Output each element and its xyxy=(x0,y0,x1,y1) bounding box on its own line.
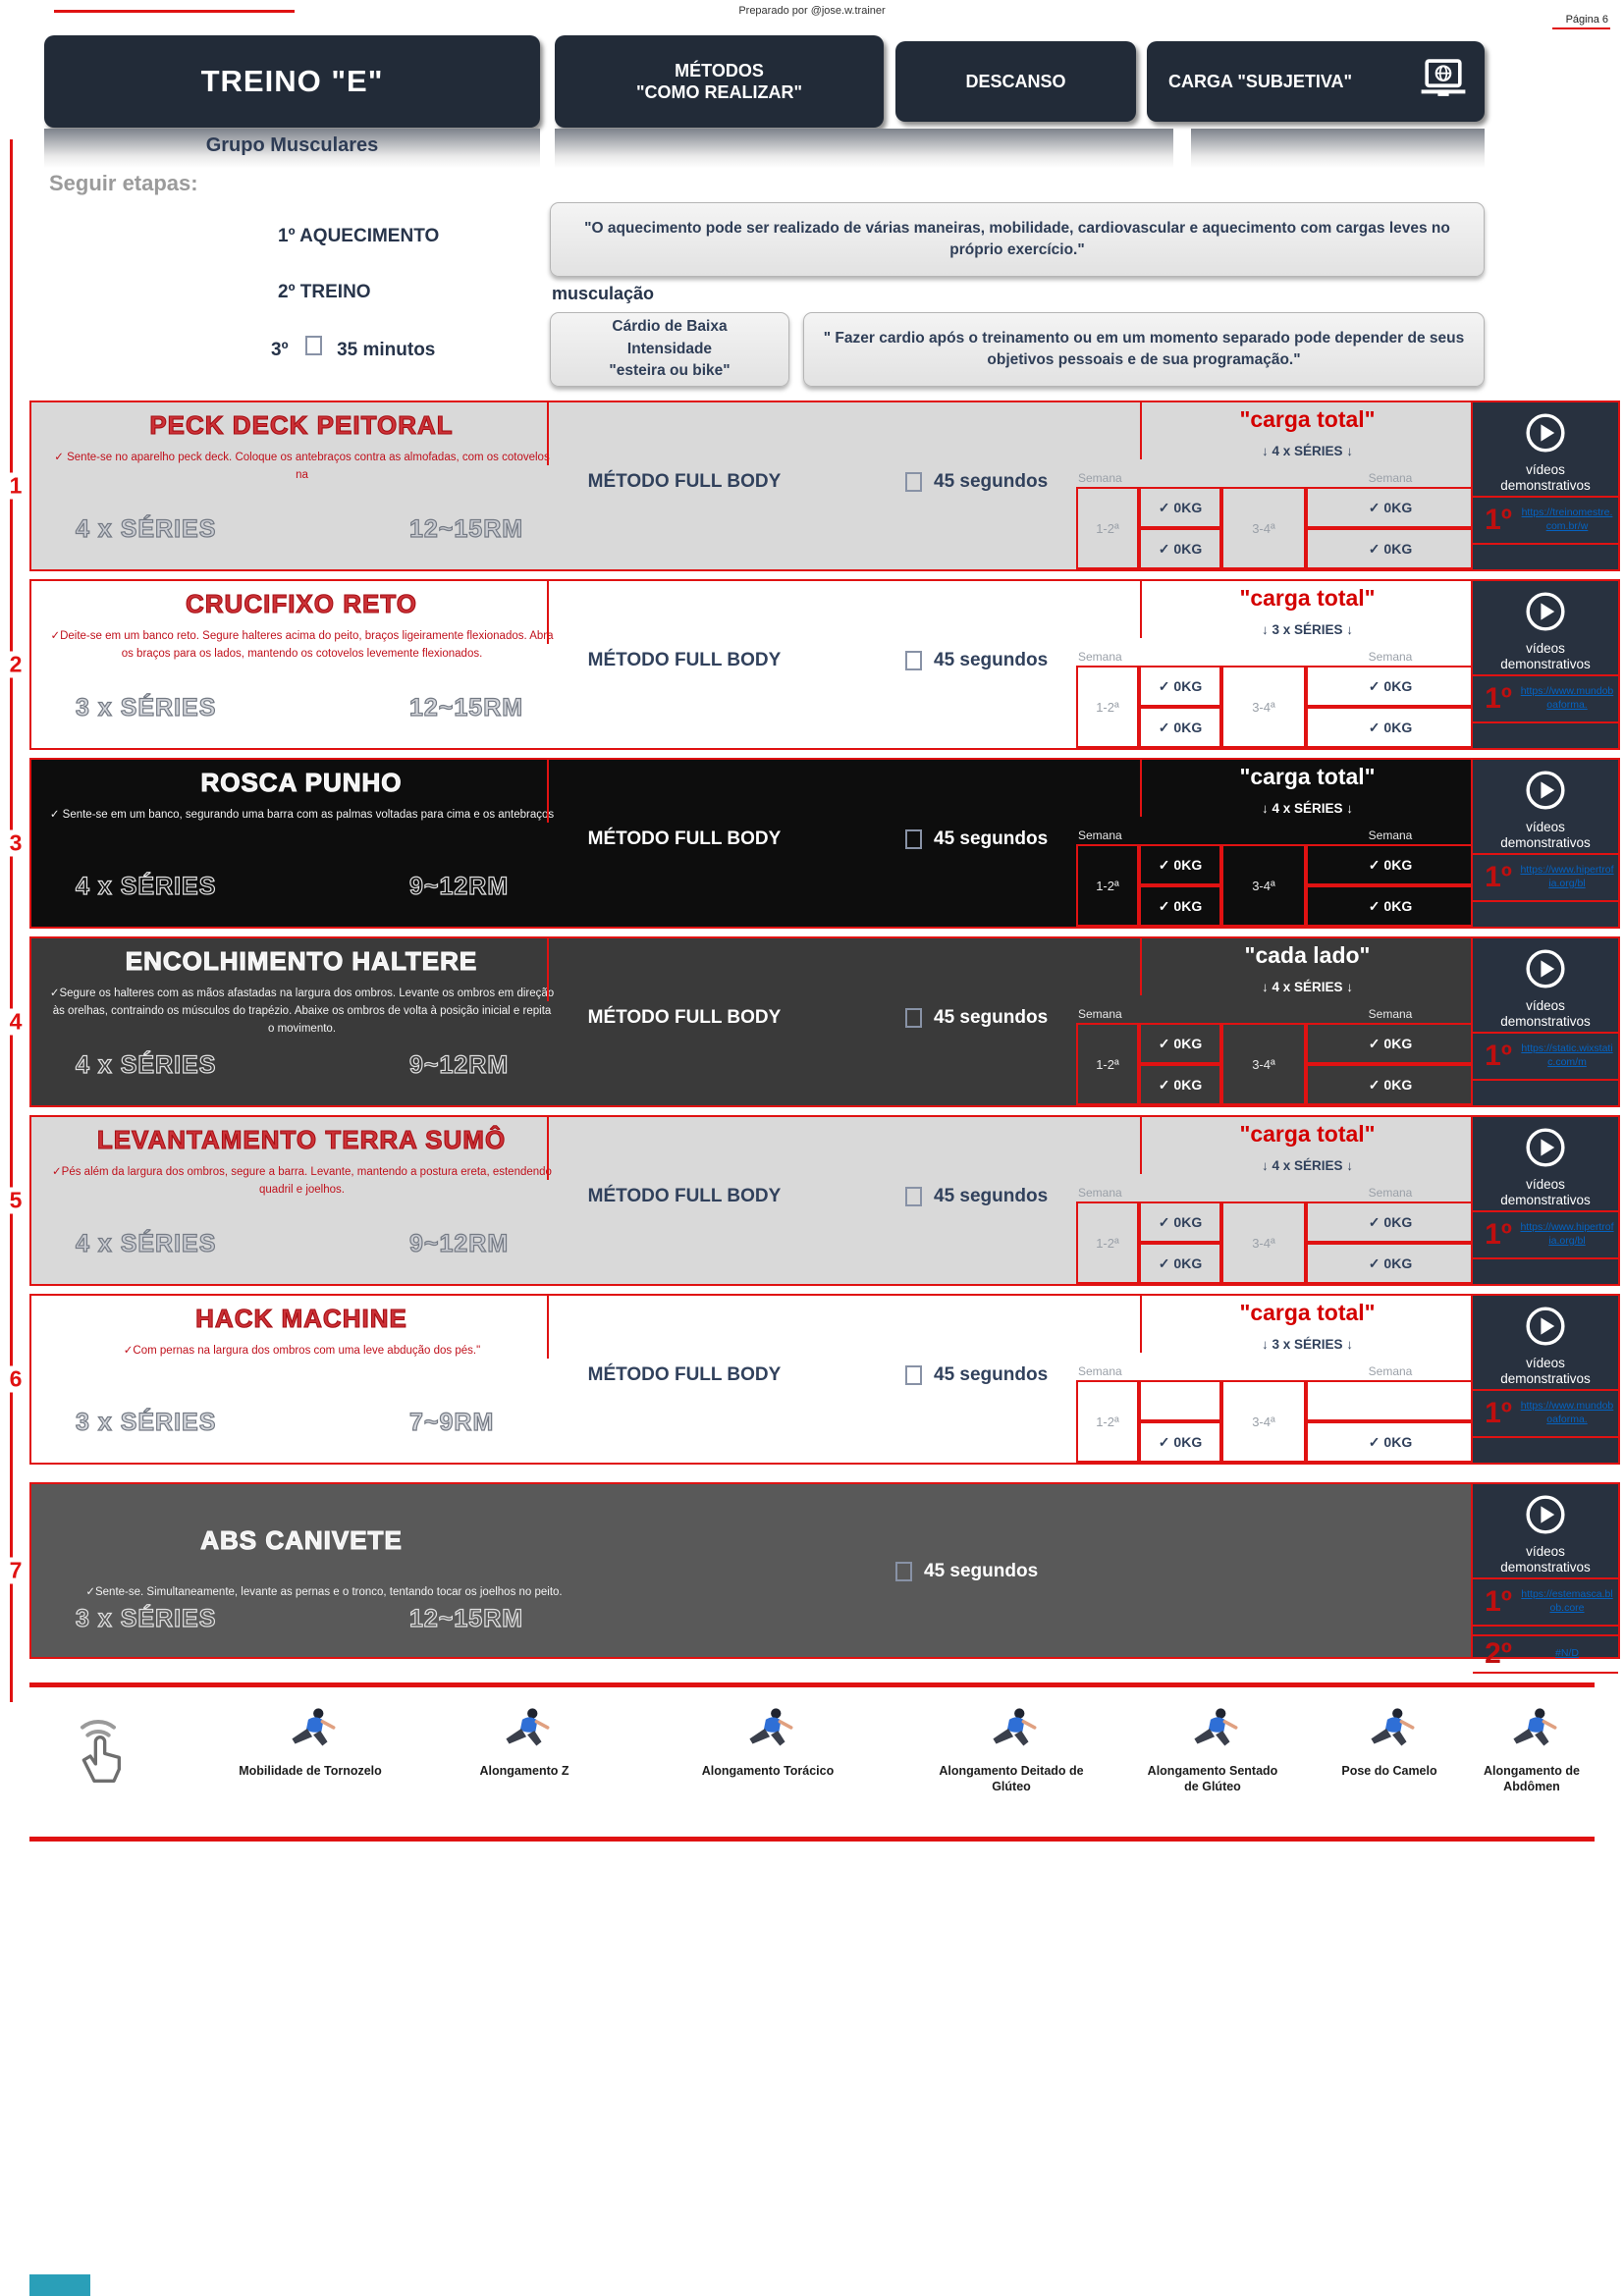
load-cell[interactable]: ✓ 0KG xyxy=(1139,844,1221,885)
exercise-title: ROSCA PUNHO xyxy=(200,768,403,797)
step-1-aquecimento: 1º AQUECIMENTO xyxy=(278,226,440,246)
exercise-method: MÉTODO FULL BODY xyxy=(587,1364,782,1385)
exercise-description: ✓ Sente-se em um banco, segurando uma barra com as palmas voltadas para cima e os antebraços xyxy=(49,809,555,821)
video-link-1[interactable]: https://static.wixstatic.com/m xyxy=(1521,1042,1613,1069)
week-header-right: Semana xyxy=(1368,1007,1413,1021)
load-grid xyxy=(1076,1380,1475,1463)
rest-value: 45 segundos xyxy=(934,1186,1049,1206)
exercise-series: 4 x SÉRIES xyxy=(76,1230,217,1257)
stretch-label: Pose do Camelo xyxy=(1341,1764,1437,1778)
load-cell[interactable]: ✓ 0KG xyxy=(1139,1064,1221,1105)
video-link-1[interactable]: https://www.mundoboaforma. xyxy=(1520,685,1614,712)
rest-value: 45 segundos xyxy=(924,1561,1039,1581)
load-grid xyxy=(1076,1023,1475,1105)
week-range-3-4: 3-4ª xyxy=(1221,844,1306,927)
exercise-reps: 7~9RM xyxy=(409,1409,495,1436)
cardio-box-label: Cárdio de Baixa Intensidade "esteira ou bike" xyxy=(609,318,731,380)
exercise-row xyxy=(9,1482,1620,1671)
clock-placeholder-icon xyxy=(305,336,322,355)
week-range-3-4: 3-4ª xyxy=(1221,1201,1306,1284)
load-cell[interactable]: ✓ 0KG xyxy=(1139,1201,1221,1243)
stretch-figure-icon xyxy=(979,1741,1044,1758)
load-header: "carga total" xyxy=(1239,1121,1376,1147)
load-cell[interactable]: ✓ 0KG xyxy=(1306,1201,1475,1243)
stretch-item[interactable] xyxy=(1458,1703,1605,1795)
week-range-1-2: 1-2ª xyxy=(1076,1201,1139,1284)
exercise-row xyxy=(9,758,1620,929)
hand-click-icon xyxy=(59,1715,137,1802)
week-range-1-2: 1-2ª xyxy=(1076,844,1139,927)
cardio-quote-box: " Fazer cardio após o treinamento ou em um momento separado pode depender de seus objetivos pessoais e de sua programação." xyxy=(803,312,1485,387)
exercise-row xyxy=(9,400,1620,571)
exercise-title: PECK DECK PEITORAL xyxy=(149,410,454,440)
stretch-label: Alongamento Deitado de Glúteo xyxy=(939,1764,1084,1794)
exercise-number: 6 xyxy=(6,1366,26,1393)
video-link-1[interactable]: https://www.hipertrofia.org/bl xyxy=(1520,1221,1614,1248)
bottom-left-tab-mark xyxy=(29,2274,90,2296)
stretch-item[interactable] xyxy=(1316,1703,1463,1779)
load-grid xyxy=(1076,1201,1475,1284)
videos-label: vídeos demonstrativos xyxy=(1500,1544,1591,1575)
load-cell[interactable]: ✓ 0KG xyxy=(1306,707,1475,748)
exercise-method: MÉTODO FULL BODY xyxy=(587,471,782,492)
exercise-title: ABS CANIVETE xyxy=(200,1525,403,1555)
week-header-left: Semana xyxy=(1078,1186,1122,1200)
cardio-box xyxy=(550,312,789,387)
week-header-left: Semana xyxy=(1078,828,1122,842)
exercise-series: 4 x SÉRIES xyxy=(76,873,217,900)
week-header-left: Semana xyxy=(1078,650,1122,664)
load-cell[interactable]: ✓ 0KG xyxy=(1139,528,1221,569)
week-header-right: Semana xyxy=(1368,471,1413,485)
exercise-rest xyxy=(895,1561,1092,1582)
timer-placeholder-icon xyxy=(895,1562,912,1581)
load-cell[interactable]: ✓ 0KG xyxy=(1306,1421,1475,1463)
exercise-series: 3 x SÉRIES xyxy=(76,1409,217,1436)
exercise-title: HACK MACHINE xyxy=(195,1304,407,1333)
page-number[interactable]: Página 6 xyxy=(1552,14,1610,29)
videos-panel xyxy=(1471,1296,1618,1463)
stretch-figure-icon xyxy=(1499,1741,1564,1758)
laptop-globe-icon xyxy=(1418,58,1469,105)
exercise-row xyxy=(9,1115,1620,1286)
week-header-left: Semana xyxy=(1078,1007,1122,1021)
play-icon xyxy=(1523,946,1568,996)
load-cell[interactable]: ✓ 0KG xyxy=(1139,707,1221,748)
week-header-right: Semana xyxy=(1368,828,1413,842)
videos-panel xyxy=(1471,402,1618,569)
videos-label: vídeos demonstrativos xyxy=(1500,820,1591,850)
load-cell[interactable] xyxy=(1139,1380,1221,1421)
exercise-title: ENCOLHIMENTO HALTERE xyxy=(125,946,478,976)
exercise-number: 2 xyxy=(6,652,26,678)
gradient-strip xyxy=(1191,129,1485,168)
stretch-figure-icon xyxy=(735,1741,800,1758)
stretch-item[interactable] xyxy=(451,1703,598,1779)
play-icon xyxy=(1523,1492,1568,1542)
exercise-reps: 12~15RM xyxy=(409,515,524,543)
week-range-1-2: 1-2ª xyxy=(1076,487,1139,569)
exercise-reps: 12~15RM xyxy=(409,1605,524,1632)
exercise-reps: 9~12RM xyxy=(409,1230,510,1257)
week-range-1-2: 1-2ª xyxy=(1076,1380,1139,1463)
load-section xyxy=(31,581,1475,748)
exercise-title: CRUCIFIXO RETO xyxy=(186,589,417,618)
video-row-1 xyxy=(1473,674,1618,723)
load-grid xyxy=(1076,844,1475,927)
load-cell[interactable]: ✓ 0KG xyxy=(1139,1023,1221,1064)
grupo-musculares-label: Grupo Musculares xyxy=(205,133,379,156)
load-cell[interactable]: ✓ 0KG xyxy=(1306,1243,1475,1284)
rest-value: 45 segundos xyxy=(934,828,1049,849)
exercise-reps: 9~12RM xyxy=(409,1051,510,1079)
video-row-1 xyxy=(1473,1032,1618,1081)
video-order-2: 2º xyxy=(1485,1637,1512,1671)
week-header-left: Semana xyxy=(1078,471,1122,485)
exercise-series: 4 x SÉRIES xyxy=(76,1051,217,1079)
play-icon xyxy=(1523,768,1568,818)
week-range-1-2: 1-2ª xyxy=(1076,666,1139,748)
exercise-reps: 9~12RM xyxy=(409,873,510,900)
load-cell[interactable]: ✓ 0KG xyxy=(1306,1064,1475,1105)
videos-panel xyxy=(1471,938,1618,1105)
videos-label: vídeos demonstrativos xyxy=(1500,462,1591,493)
video-row-1 xyxy=(1473,853,1618,902)
load-grid xyxy=(1076,666,1475,748)
week-header-right: Semana xyxy=(1368,650,1413,664)
exercise-row xyxy=(9,936,1620,1107)
stretch-label: Alongamento Torácico xyxy=(701,1764,835,1778)
load-cell[interactable]: ✓ 0KG xyxy=(1139,1243,1221,1284)
exercise-method: MÉTODO FULL BODY xyxy=(587,1186,782,1206)
video-order-1: 1º xyxy=(1485,504,1512,537)
video-link-1[interactable]: https://www.mundoboaforma. xyxy=(1520,1400,1614,1426)
stretch-figure-icon xyxy=(278,1741,343,1758)
load-cell[interactable]: ✓ 0KG xyxy=(1306,844,1475,885)
exercise-number: 7 xyxy=(6,1558,26,1584)
exercise-number: 3 xyxy=(6,830,26,857)
play-icon xyxy=(1523,1125,1568,1175)
video-link-1[interactable]: https://www.hipertrofia.org/bl xyxy=(1520,864,1614,890)
metodos-label: MÉTODOS "COMO REALIZAR" xyxy=(635,60,803,102)
video-order-1: 1º xyxy=(1485,1585,1512,1619)
rest-value: 45 segundos xyxy=(934,471,1049,492)
exercise-description: ✓Pés além da largura dos ombros, segure a barra. Levante, mantendo a postura ereta, estendendo quadril e joelhos. xyxy=(52,1166,552,1196)
exercise-series: 3 x SÉRIES xyxy=(76,694,217,721)
play-icon xyxy=(1523,589,1568,639)
exercise-description: ✓Deite-se em um banco reto. Segure halteres acima do peito, braços ligeiramente flexionados. Abra os braços para os lados, mantendo os cotovelos levemente flexionados. xyxy=(50,630,554,660)
step-3-cardio: 3º 35 minutos xyxy=(271,336,435,361)
load-cell[interactable]: ✓ 0KG xyxy=(1306,1023,1475,1064)
load-series-label: ↓ 3 x SÉRIES ↓ xyxy=(1261,622,1354,637)
video-row-1 xyxy=(1473,1577,1618,1627)
load-series-label: ↓ 4 x SÉRIES ↓ xyxy=(1261,801,1354,816)
video-row-1 xyxy=(1473,1389,1618,1438)
load-header: "carga total" xyxy=(1239,585,1376,611)
video-row-1 xyxy=(1473,496,1618,545)
stretch-item[interactable] xyxy=(237,1703,384,1779)
exercise-method: MÉTODO FULL BODY xyxy=(587,650,782,670)
carga-label: CARGA "SUBJETIVA" xyxy=(1168,71,1353,91)
video-link-2[interactable]: #N/D xyxy=(1555,1647,1579,1660)
week-range-3-4: 3-4ª xyxy=(1221,1023,1306,1105)
videos-panel xyxy=(1471,1117,1618,1284)
load-section xyxy=(31,760,1475,927)
stretching-footer xyxy=(29,1682,1595,1842)
descanso-button[interactable]: DESCANSO xyxy=(895,41,1136,122)
load-header: "carga total" xyxy=(1239,1300,1376,1325)
exercise-method: MÉTODO FULL BODY xyxy=(587,1007,782,1028)
load-cell[interactable]: ✓ 0KG xyxy=(1139,487,1221,528)
load-header: "cada lado" xyxy=(1244,942,1371,968)
exercise-series: 4 x SÉRIES xyxy=(76,515,217,543)
exercise-number: 5 xyxy=(6,1188,26,1214)
stretch-label: Alongamento Sentado de Glúteo xyxy=(1147,1764,1278,1794)
video-link-1[interactable]: https://treinomestre.com.br/w xyxy=(1521,507,1613,533)
week-range-3-4: 3-4ª xyxy=(1221,666,1306,748)
load-cell[interactable]: ✓ 0KG xyxy=(1306,487,1475,528)
load-cell[interactable]: ✓ 0KG xyxy=(1306,885,1475,927)
stretch-figure-icon xyxy=(492,1741,557,1758)
play-icon xyxy=(1523,410,1568,460)
exercise-number: 4 xyxy=(6,1009,26,1036)
load-series-label: ↓ 4 x SÉRIES ↓ xyxy=(1261,980,1354,994)
video-link-1[interactable]: https://estemasca.blob.core xyxy=(1521,1588,1613,1615)
stretch-item[interactable] xyxy=(694,1703,841,1779)
load-section xyxy=(31,402,1475,569)
week-range-1-2: 1-2ª xyxy=(1076,1023,1139,1105)
exercise-row xyxy=(9,579,1620,750)
rest-value: 45 segundos xyxy=(934,1364,1049,1385)
exercise-description: ✓Com pernas na largura dos ombros com uma leve abdução dos pés." xyxy=(123,1345,481,1357)
load-cell[interactable]: ✓ 0KG xyxy=(1139,1421,1221,1463)
week-header-right: Semana xyxy=(1368,1364,1413,1378)
videos-label: vídeos demonstrativos xyxy=(1500,641,1591,671)
stretch-figure-icon xyxy=(1357,1741,1422,1758)
exercise-description: ✓Sente-se. Simultaneamente, levante as pernas e o tronco, tentando tocar os joelhos no peito. xyxy=(85,1586,563,1598)
video-order-1: 1º xyxy=(1485,1040,1512,1073)
load-cell[interactable]: ✓ 0KG xyxy=(1306,528,1475,569)
stretch-item[interactable] xyxy=(938,1703,1085,1795)
load-series-label: ↓ 4 x SÉRIES ↓ xyxy=(1261,444,1354,458)
videos-panel xyxy=(1471,1484,1618,1671)
load-grid xyxy=(1076,487,1475,569)
step-2-value: musculação xyxy=(552,284,655,303)
exercise-reps: 12~15RM xyxy=(409,694,524,721)
exercise-description: ✓Segure os halteres com as mãos afastadas na largura dos ombros. Levante os ombros em direção às orelhas, contraindo os músculos do trapézio. Abaixe os ombros de volta à posição inicial e repita o movimento. xyxy=(49,988,555,1035)
load-section xyxy=(31,1296,1475,1463)
step-2-treino: 2º TREINO xyxy=(278,282,371,302)
exercise-title: LEVANTAMENTO TERRA SUMÔ xyxy=(96,1125,507,1154)
video-row-2 xyxy=(1473,1634,1618,1674)
week-header-left: Semana xyxy=(1078,1364,1122,1378)
video-order-1: 1º xyxy=(1485,1218,1512,1252)
exercise-method: MÉTODO FULL BODY xyxy=(587,828,782,849)
rest-value: 45 segundos xyxy=(934,1007,1049,1028)
load-section xyxy=(31,938,1475,1105)
stretch-label: Alongamento de Abdômen xyxy=(1484,1764,1580,1794)
video-order-1: 1º xyxy=(1485,682,1512,716)
gradient-strip xyxy=(555,129,1173,168)
prepared-by: Preparado por @jose.w.trainer xyxy=(738,5,886,17)
videos-panel xyxy=(1471,760,1618,927)
video-row-1 xyxy=(1473,1210,1618,1259)
videos-label: vídeos demonstrativos xyxy=(1500,1177,1591,1207)
load-header: "carga total" xyxy=(1239,764,1376,789)
load-series-label: ↓ 3 x SÉRIES ↓ xyxy=(1261,1337,1354,1352)
load-section xyxy=(31,1117,1475,1284)
exercise-description: ✓ Sente-se no aparelho peck deck. Coloque os antebraços contra as almofadas, com os cotovelos na xyxy=(54,452,550,481)
exercise-series: 3 x SÉRIES xyxy=(76,1605,217,1632)
stretch-item[interactable] xyxy=(1139,1703,1286,1795)
carga-button[interactable] xyxy=(1147,41,1485,122)
metodos-button[interactable] xyxy=(555,35,884,128)
stretch-label: Mobilidade de Tornozelo xyxy=(239,1764,382,1778)
load-cell[interactable]: ✓ 0KG xyxy=(1139,666,1221,707)
warmup-quote-box: "O aquecimento pode ser realizado de várias maneiras, mobilidade, cardiovascular e aquecimento com cargas leves no próprio exercício." xyxy=(550,202,1485,277)
load-series-label: ↓ 4 x SÉRIES ↓ xyxy=(1261,1158,1354,1173)
load-header: "carga total" xyxy=(1239,406,1376,432)
videos-label: vídeos demonstrativos xyxy=(1500,998,1591,1029)
steps-title: Seguir etapas: xyxy=(49,171,198,195)
play-icon xyxy=(1523,1304,1568,1354)
stretch-label: Alongamento Z xyxy=(479,1764,569,1778)
exercise-row xyxy=(9,1294,1620,1465)
videos-label: vídeos demonstrativos xyxy=(1500,1356,1591,1386)
load-cell[interactable] xyxy=(1306,1380,1475,1421)
video-order-1: 1º xyxy=(1485,1397,1512,1430)
week-header-right: Semana xyxy=(1368,1186,1413,1200)
week-range-3-4: 3-4ª xyxy=(1221,487,1306,569)
video-order-1: 1º xyxy=(1485,861,1512,894)
stretch-figure-icon xyxy=(1180,1741,1245,1758)
grupo-strip xyxy=(44,129,540,168)
videos-panel xyxy=(1471,581,1618,748)
treino-button[interactable]: TREINO "E" xyxy=(44,35,540,128)
rest-value: 45 segundos xyxy=(934,650,1049,670)
exercise-list xyxy=(0,400,1624,1671)
load-cell[interactable]: ✓ 0KG xyxy=(1139,885,1221,927)
week-range-3-4: 3-4ª xyxy=(1221,1380,1306,1463)
exercise-number: 1 xyxy=(6,473,26,500)
load-cell[interactable]: ✓ 0KG xyxy=(1306,666,1475,707)
